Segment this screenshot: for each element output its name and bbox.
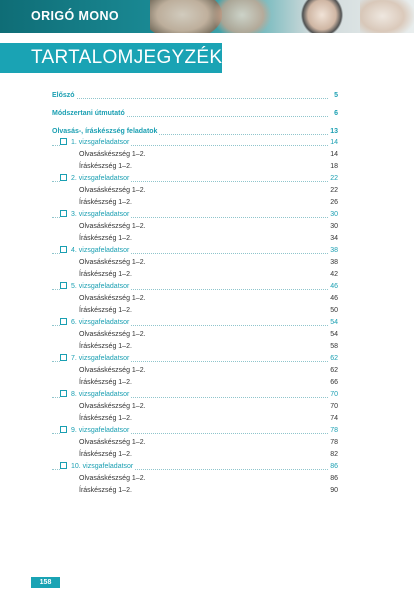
toc-entry-text: Íráskészség 1–2. [79,451,132,458]
toc-page-number: 74 [330,415,338,422]
toc-subentry [52,414,338,424]
toc-page-number: 18 [330,163,338,170]
toc-entry-text: Íráskészség 1–2. [79,199,132,206]
toc-page-number: 54 [330,331,338,338]
toc-page-number: 46 [330,295,338,302]
toc-subentry [52,306,338,316]
toc-subentry [52,150,338,160]
toc-subentry [52,474,338,484]
toc-entry-text: Olvasáskészség 1–2. [79,223,146,230]
header-divider [0,33,414,35]
toc-section-entry [52,109,338,119]
toc-entry-label [79,270,134,280]
toc-entry-label [79,342,134,352]
toc-page-number: 30 [330,223,338,230]
toc-page-number: 62 [330,367,338,374]
toc-entry-label [60,462,135,472]
toc-subentry [52,186,338,196]
toc-entry-label [79,234,134,244]
toc-subentry [52,402,338,412]
toc-test-set-entry [52,318,338,328]
toc-section-entry [52,127,338,137]
toc-entry-label [79,306,134,316]
toc-page-number: 22 [330,175,338,182]
toc-test-set-entry [52,354,338,364]
toc-entry-label [60,318,131,328]
toc-page-number: 13 [330,128,338,135]
toc-page-number: 78 [330,427,338,434]
checkbox-square-icon [60,210,67,217]
brand-logo-text: ORIGÓ MONO [31,9,120,23]
toc-entry-label [60,138,131,148]
toc-subentry [52,438,338,448]
toc-entry-label [60,174,131,184]
checkbox-square-icon [60,318,67,325]
toc-entry-label [79,150,148,160]
toc-page-number: 26 [330,199,338,206]
toc-entry-text: Módszertani útmutató [52,110,125,117]
title-band [0,43,222,73]
toc-page-number: 86 [330,475,338,482]
page-number: 158 [31,577,60,588]
toc-page-number: 90 [330,487,338,494]
toc-page-number: 14 [330,139,338,146]
toc-entry-label [79,258,148,268]
toc-entry-text: Olvasáskészség 1–2. [79,475,146,482]
toc-entry-label [60,246,131,256]
dot-leader [52,98,328,99]
header-photo [212,0,272,33]
toc-entry-text: Olvasáskészség 1–2. [79,151,146,158]
toc-entry-label [60,354,131,364]
toc-entry-label [60,282,131,292]
toc-page-number: 82 [330,451,338,458]
toc-test-set-entry [52,138,338,148]
toc-entry-text: Íráskészség 1–2. [79,487,132,494]
toc-page-number: 54 [330,319,338,326]
checkbox-square-icon [60,282,67,289]
checkbox-square-icon [60,390,67,397]
toc-page-number: 22 [330,187,338,194]
toc-page-number: 70 [330,391,338,398]
checkbox-square-icon [60,138,67,145]
toc-page-number: 58 [330,343,338,350]
toc-entry-label [60,426,131,436]
toc-entry-text: Íráskészség 1–2. [79,235,132,242]
toc-page-number: 14 [330,151,338,158]
toc-subentry [52,162,338,172]
checkbox-square-icon [60,246,67,253]
toc-page-number: 30 [330,211,338,218]
toc-entry-text: Olvasáskészség 1–2. [79,367,146,374]
toc-page-number: 50 [330,307,338,314]
page-title: TARTALOMJEGYZÉK [31,47,223,68]
checkbox-square-icon [60,174,67,181]
toc-entry-label [79,330,148,340]
toc-page-number: 42 [330,271,338,278]
toc-entry-text: 2. vizsgafeladatsor [71,175,130,182]
toc-subentry [52,330,338,340]
toc-entry-text: 4. vizsgafeladatsor [71,247,130,254]
toc-entry-label [79,474,148,484]
toc-entry-label [79,222,148,232]
toc-entry-label [79,186,148,196]
toc-entry-text: Íráskészség 1–2. [79,379,132,386]
toc-entry-label [79,438,148,448]
toc-entry-text: Íráskészség 1–2. [79,271,132,278]
toc-page-number: 6 [334,110,338,117]
toc-entry-text: Olvasáskészség 1–2. [79,187,146,194]
toc-test-set-entry [52,462,338,472]
toc-entry-label [60,210,131,220]
toc-page-number: 86 [330,463,338,470]
toc-entry-text: Olvasáskészség 1–2. [79,439,146,446]
toc-entry-text: 9. vizsgafeladatsor [71,427,130,434]
toc-entry-text: 1. vizsgafeladatsor [71,139,130,146]
toc-page-number: 78 [330,439,338,446]
toc-entry-text: Olvasáskészség 1–2. [79,259,146,266]
toc-entry-text: Olvasáskészség 1–2. [79,331,146,338]
toc-entry-label [79,402,148,412]
toc-entry-text: Íráskészség 1–2. [79,343,132,350]
toc-entry-label [79,366,148,376]
toc-entry-text: Íráskészség 1–2. [79,163,132,170]
toc-entry-text: Olvasáskészség 1–2. [79,295,146,302]
toc-entry-text: Előszó [52,92,75,99]
toc-test-set-entry [52,390,338,400]
toc-test-set-entry [52,282,338,292]
toc-subentry [52,258,338,268]
toc-entry-text: 3. vizsgafeladatsor [71,211,130,218]
toc-entry-text: 8. vizsgafeladatsor [71,391,130,398]
header-banner [0,0,414,33]
toc-entry-label [79,294,148,304]
toc-entry-label [60,390,131,400]
toc-entry-text: Íráskészség 1–2. [79,307,132,314]
toc-entry-text: 5. vizsgafeladatsor [71,283,130,290]
toc-entry-label [79,414,134,424]
toc-test-set-entry [52,210,338,220]
toc-test-set-entry [52,426,338,436]
header-photo [360,0,414,33]
toc-page-number: 38 [330,247,338,254]
checkbox-square-icon [60,354,67,361]
toc-subentry [52,486,338,496]
toc-entry-text: Íráskészség 1–2. [79,415,132,422]
toc-entry-label [52,127,159,137]
toc-entry-label [79,378,134,388]
checkbox-square-icon [60,462,67,469]
toc-page-number: 62 [330,355,338,362]
checkbox-square-icon [60,426,67,433]
toc-entry-text: Olvasás-, íráskészség feladatok [52,128,158,135]
toc-page-number: 70 [330,403,338,410]
toc-entry-label [79,198,134,208]
toc-page-number: 46 [330,283,338,290]
toc-entry-label [79,162,134,172]
toc-entry-label [52,91,77,101]
toc-entry-label [52,109,127,119]
toc-entry-label [79,450,134,460]
toc-entry-text: 10. vizsgafeladatsor [71,463,134,470]
toc-subentry [52,294,338,304]
toc-subentry [52,342,338,352]
toc-page-number: 34 [330,235,338,242]
toc-subentry [52,270,338,280]
toc-subentry [52,450,338,460]
toc-subentry [52,198,338,208]
toc-subentry [52,378,338,388]
toc-entry-label [79,486,134,496]
toc-entry-text: 7. vizsgafeladatsor [71,355,130,362]
toc-subentry [52,234,338,244]
toc-subentry [52,366,338,376]
toc-subentry [52,222,338,232]
toc-test-set-entry [52,246,338,256]
toc-entry-text: 6. vizsgafeladatsor [71,319,130,326]
header-photo [300,0,344,33]
toc-test-set-entry [52,174,338,184]
toc-page-number: 5 [334,92,338,99]
toc-page-number: 38 [330,259,338,266]
toc-section-entry [52,91,338,101]
toc-entry-text: Olvasáskészség 1–2. [79,403,146,410]
toc-page-number: 66 [330,379,338,386]
